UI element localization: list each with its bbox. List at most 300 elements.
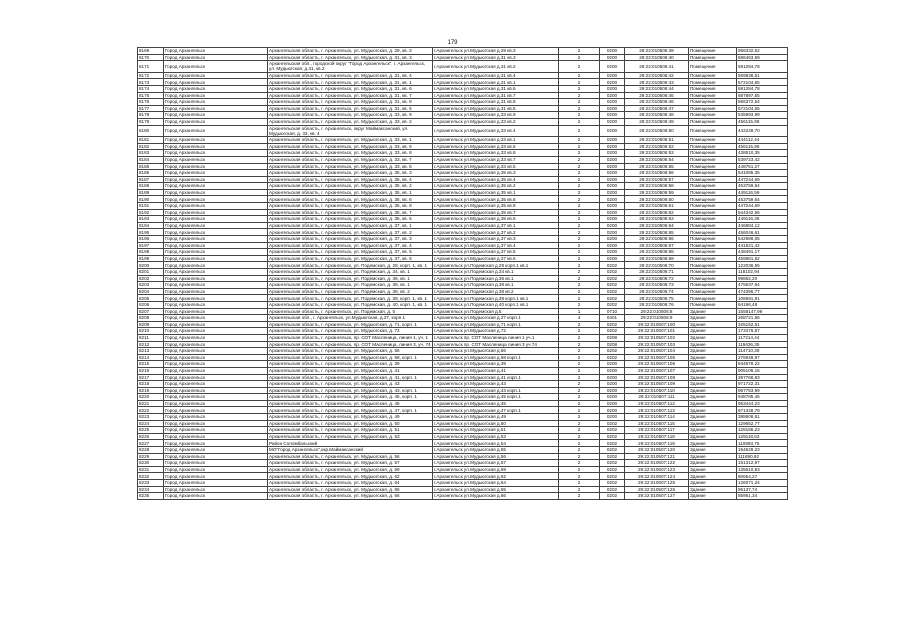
cell-cadastral-number: 29:22:010507:123 xyxy=(625,466,689,473)
table-row xyxy=(138,334,788,341)
cell-code: 0200 xyxy=(600,394,625,401)
cell-cadastral-value: 456115,98 xyxy=(737,118,788,125)
cell-object-type: Помещение xyxy=(689,236,737,243)
cell-short-address: г.Архангельск ул.Мудьюгская д.47 корп.1 xyxy=(433,407,559,414)
cell-row-number: 8222 xyxy=(138,407,164,414)
cell-municipality: Город Архангельск xyxy=(164,209,268,216)
cell-cadastral-value: 173476,57 xyxy=(737,328,788,335)
cell-cadastral-number: 29:22:010507:125 xyxy=(625,480,689,487)
cell-group: 2 xyxy=(559,381,600,388)
table-row xyxy=(138,269,788,276)
cell-municipality: Город Архангельск xyxy=(164,374,268,381)
cell-row-number: 8203 xyxy=(138,282,164,289)
cell-group: 2 xyxy=(559,269,600,276)
cell-cadastral-number: 29:22:010506:43 xyxy=(625,79,689,86)
cell-cadastral-value: 85961,34 xyxy=(737,493,788,500)
cell-code: 0202 xyxy=(600,348,625,355)
cell-cadastral-number: 29:22:010506:60 xyxy=(625,196,689,203)
table-row xyxy=(138,341,788,348)
cell-group: 2 xyxy=(559,48,600,55)
cell-row-number: 8227 xyxy=(138,440,164,447)
cell-municipality: Город Архангельск xyxy=(164,48,268,55)
cell-cadastral-number: 29:22:010507:105 xyxy=(625,354,689,361)
cell-cadastral-number: 29:22:010507:114 xyxy=(625,414,689,421)
cell-municipality: Город Архангельск xyxy=(164,334,268,341)
cell-cadastral-value: 129652,77 xyxy=(737,420,788,427)
cell-short-address: г.Архангельск ул.Мудьюгская д.37 кв.4 xyxy=(433,242,559,249)
cell-municipality: Город Архангельск xyxy=(164,486,268,493)
cell-row-number: 8171 xyxy=(138,61,164,73)
cell-short-address: г.Архангельск ул.Мудьюгская д.35 кв.4 xyxy=(433,176,559,183)
cell-row-number: 8204 xyxy=(138,288,164,295)
cell-object-type: Помещение xyxy=(689,99,737,106)
cell-object-type: Помещение xyxy=(689,269,737,276)
cell-short-address: г.Архангельск пр. СОТ Масленица линия 1 уч.1 xyxy=(433,334,559,341)
cell-municipality: Город Архангельск xyxy=(164,269,268,276)
cell-cadastral-value: 438510,35 xyxy=(737,150,788,157)
cell-municipality: Город Архангельск xyxy=(164,196,268,203)
table-row xyxy=(138,99,788,106)
cell-municipality: Город Архангельск xyxy=(164,288,268,295)
cell-cadastral-number: 29:22:010506:52 xyxy=(625,143,689,150)
cell-short-address: г.Архангельск ул.Мудьюгская д.50 xyxy=(433,420,559,427)
cell-short-address: г.Архангельск ул.Мудьюгская д.33 кв.9 xyxy=(433,112,559,119)
cell-cadastral-number: 29:22:010506:8 xyxy=(625,308,689,315)
table-row xyxy=(138,222,788,229)
cell-cadastral-number: 29:22:010506:55 xyxy=(625,163,689,170)
cell-code: 0200 xyxy=(600,176,625,183)
cell-group: 2 xyxy=(559,209,600,216)
cell-address: Архангельская область, г. Архангельск, ул. Подемская, д. 36, кв. 1 xyxy=(268,275,433,282)
cell-address: Архангельская область, г. Архангельск, ул. Мудьюгская, д. 33, кв. 8 xyxy=(268,150,433,157)
cell-row-number: 8210 xyxy=(138,328,164,335)
cell-object-type: Помещение xyxy=(689,301,737,308)
cell-cadastral-value: 442249,70 xyxy=(737,125,788,137)
cell-cadastral-value: 449116,59 xyxy=(737,189,788,196)
cell-object-type: Помещение xyxy=(689,125,737,137)
cell-group: 2 xyxy=(559,301,600,308)
cell-cadastral-number: 29:22:010506:48 xyxy=(625,112,689,119)
table-row xyxy=(138,176,788,183)
table-row xyxy=(138,196,788,203)
cell-cadastral-number: 29:22:010507:112 xyxy=(625,400,689,407)
cell-short-address: г.Архангельск ул.Мудьюгская д.49 xyxy=(433,414,559,421)
cell-code: 0200 xyxy=(600,156,625,163)
cell-row-number: 8219 xyxy=(138,387,164,394)
cell-object-type: Здание xyxy=(689,466,737,473)
cell-code: 0202 xyxy=(600,288,625,295)
cell-cadastral-value: 96137,74 xyxy=(737,486,788,493)
cell-cadastral-number: 29:22:010507:101 xyxy=(625,328,689,335)
cell-code: 0200 xyxy=(600,407,625,414)
cell-group: 2 xyxy=(559,361,600,368)
cell-code: 0200 xyxy=(600,183,625,190)
cell-object-type: Помещение xyxy=(689,216,737,223)
table-row xyxy=(138,163,788,170)
cell-short-address: г.Архангельск ул.Мудьюгская д.33 кв.5 xyxy=(433,163,559,170)
cell-row-number: 8228 xyxy=(138,447,164,454)
cell-cadastral-number: 29:22:010507:117 xyxy=(625,427,689,434)
cell-cadastral-number: 29:22:010507:126 xyxy=(625,486,689,493)
cell-code: 0401 xyxy=(600,315,625,322)
cell-group: 2 xyxy=(559,156,600,163)
cell-address: Архангельская область, г. Архангельск, ул. Мудьюгская, д. 33, кв. 9 xyxy=(268,112,433,119)
cell-row-number: 8215 xyxy=(138,361,164,368)
table-row xyxy=(138,61,788,73)
cell-object-type: Помещение xyxy=(689,79,737,86)
cell-municipality: Город Архангельск xyxy=(164,189,268,196)
cell-cadastral-value: 151312,97 xyxy=(737,460,788,467)
cell-address: Архангельская область, г. Архангельск, ул. Мудьюгская, д. 33, кв. 7 xyxy=(268,156,433,163)
table-row xyxy=(138,473,788,480)
cell-municipality: Город Архангельск xyxy=(164,72,268,79)
cell-object-type: Здание xyxy=(689,334,737,341)
cell-address: Архангельская область, г. Архангельск, ул. Мудьюгская, д. 56 xyxy=(268,453,433,460)
cell-cadastral-value: 456115,98 xyxy=(737,143,788,150)
table-row xyxy=(138,420,788,427)
cell-cadastral-number: 29:22:010507:106 xyxy=(625,361,689,368)
cell-group: 2 xyxy=(559,125,600,137)
cell-row-number: 8172 xyxy=(138,72,164,79)
cell-short-address: г.Архангельск ул.Мудьюгская д.43 xyxy=(433,381,559,388)
cell-object-type: Здание xyxy=(689,447,737,454)
cell-object-type: Помещение xyxy=(689,275,737,282)
cell-municipality: Город Архангельск xyxy=(164,163,268,170)
cell-row-number: 8174 xyxy=(138,85,164,92)
cell-group: 4 xyxy=(559,315,600,322)
cell-group: 2 xyxy=(559,143,600,150)
cell-municipality: Город Архангельск xyxy=(164,381,268,388)
cell-short-address: г.Архангельск ул.Мудьюгская д.31 кв.2 xyxy=(433,61,559,73)
cell-cadastral-value: 446884,12 xyxy=(737,222,788,229)
cell-short-address: г.Архангельск ул.Мудьюгская д.72 xyxy=(433,328,559,335)
table-row xyxy=(138,112,788,119)
cell-municipality: Город Архангельск xyxy=(164,480,268,487)
cell-short-address: г.Архангельск ул.Мудьюгская д.35 кв.3 xyxy=(433,170,559,177)
cell-code: 0200 xyxy=(600,112,625,119)
cell-cadastral-value: 80654,27 xyxy=(737,473,788,480)
cell-group: 2 xyxy=(559,453,600,460)
cell-address: Архангельская область, г. Архангельск, ул. Мудьюгская, д. 45 xyxy=(268,400,433,407)
cell-row-number: 8221 xyxy=(138,400,164,407)
cell-cadastral-number: 29:22:010506:69 xyxy=(625,255,689,262)
cell-cadastral-number: 29:22:010506:9 xyxy=(625,315,689,322)
cell-row-number: 8198 xyxy=(138,249,164,256)
cell-cadastral-number: 29:22:010507:122 xyxy=(625,460,689,467)
cell-cadastral-value: 447244,69 xyxy=(737,176,788,183)
cell-short-address: г.Архангельск ул.Подемская д.40 корп.1 кв.1 xyxy=(433,301,559,308)
cell-row-number: 8194 xyxy=(138,222,164,229)
cell-row-number: 8178 xyxy=(138,112,164,119)
cell-object-type: Здание xyxy=(689,374,737,381)
cell-code: 0208 xyxy=(600,341,625,348)
cell-code: 0200 xyxy=(600,367,625,374)
cell-address: Район Соломбальский xyxy=(268,440,433,447)
cell-code: 0200 xyxy=(600,72,625,79)
cell-cadastral-number: 29:22:010506:57 xyxy=(625,176,689,183)
table-row xyxy=(138,156,788,163)
cell-group: 2 xyxy=(559,170,600,177)
cell-cadastral-number: 29:22:010506:66 xyxy=(625,236,689,243)
cell-cadastral-number: 29:22:010507:108 xyxy=(625,374,689,381)
cell-address: Архангельская область, г. Архангельск, ул. Мудьюгская, д. 31, кв. 1 xyxy=(268,79,433,86)
cell-municipality: Город Архангельск xyxy=(164,137,268,144)
cell-short-address: г.Архангельск ул.Мудьюгская д.35 кв.8 xyxy=(433,203,559,210)
cell-address: Архангельская область, г. Архангельск, ул. Мудьюгская, д. 31, кв. 3 xyxy=(268,54,433,61)
cell-code: 0200 xyxy=(600,387,625,394)
table-row xyxy=(138,48,788,55)
cell-cadastral-value: 967753,99 xyxy=(737,387,788,394)
cell-cadastral-value: 948785,45 xyxy=(737,394,788,401)
table-row xyxy=(138,137,788,144)
cell-object-type: Здание xyxy=(689,367,737,374)
cell-cadastral-value: 542986,05 xyxy=(737,236,788,243)
cell-row-number: 8232 xyxy=(138,473,164,480)
cell-group: 2 xyxy=(559,262,600,269)
cell-row-number: 8217 xyxy=(138,374,164,381)
cell-cadastral-number: 29:22:010506:67 xyxy=(625,242,689,249)
cell-municipality: Город Архангельск xyxy=(164,295,268,302)
cell-cadastral-number: 29:22:010507:121 xyxy=(625,453,689,460)
cell-row-number: 8190 xyxy=(138,196,164,203)
cell-cadastral-value: 110893,75 xyxy=(737,440,788,447)
cell-object-type: Помещение xyxy=(689,170,737,177)
cell-cadastral-value: 276949,97 xyxy=(737,354,788,361)
cell-object-type: Здание xyxy=(689,315,737,322)
cell-address: Архангельская область, г. Архангельск, ул. Мудьюгская, д. 37, кв. 2 xyxy=(268,229,433,236)
cell-object-type: Помещение xyxy=(689,203,737,210)
cell-address: Архангельская область, г. Архангельск, ул. Мудьюгская, д. 35, кв. 6 xyxy=(268,196,433,203)
cell-object-type: Здание xyxy=(689,348,737,355)
cell-cadastral-value: 572104,55 xyxy=(737,105,788,112)
cell-code: 0200 xyxy=(600,400,625,407)
cell-object-type: Помещение xyxy=(689,72,737,79)
cell-object-type: Помещение xyxy=(689,143,737,150)
cell-address: Архангельская область, г. Архангельск, ул. Мудьюгская, д. 47, корп. 1 xyxy=(268,407,433,414)
cell-short-address: г.Архангельск ул.Мудьюгская д.51 xyxy=(433,427,559,434)
cell-address: Архангельская область, г. Архангельск, ул. Мудьюгская, д. 72 xyxy=(268,328,433,335)
cell-group: 2 xyxy=(559,433,600,440)
cell-group: 2 xyxy=(559,203,600,210)
cell-cadastral-number: 29:22:010506:42 xyxy=(625,72,689,79)
cell-code: 0200 xyxy=(600,361,625,368)
cell-municipality: Город Архангельск xyxy=(164,420,268,427)
table-row xyxy=(138,394,788,401)
cell-row-number: 8195 xyxy=(138,229,164,236)
cell-row-number: 8212 xyxy=(138,341,164,348)
cell-row-number: 8224 xyxy=(138,420,164,427)
cell-municipality: Город Архангельск xyxy=(164,92,268,99)
cell-cadastral-value: 953444,23 xyxy=(737,400,788,407)
cell-short-address: г.Архангельск ул.Мудьюгская д.65 xyxy=(433,486,559,493)
cell-row-number: 8186 xyxy=(138,170,164,177)
cell-code: 0200 xyxy=(600,48,625,55)
cell-group: 2 xyxy=(559,447,600,454)
cell-group: 2 xyxy=(559,79,600,86)
cell-object-type: Помещение xyxy=(689,112,737,119)
cell-code: 0200 xyxy=(600,196,625,203)
table-row xyxy=(138,54,788,61)
cell-code: 0202 xyxy=(600,473,625,480)
cell-group: 2 xyxy=(559,282,600,289)
table-row xyxy=(138,354,788,361)
cell-code: 0202 xyxy=(600,282,625,289)
cell-short-address: г.Архангельск ул.Мудьюгская д.71 корп.1 xyxy=(433,321,559,328)
cell-row-number: 8205 xyxy=(138,295,164,302)
cell-cadastral-value: 944678,22 xyxy=(737,361,788,368)
cell-code: 0200 xyxy=(600,163,625,170)
table-row xyxy=(138,288,788,295)
cell-cadastral-value: 905106,15 xyxy=(737,367,788,374)
cell-object-type: Здание xyxy=(689,453,737,460)
cell-row-number: 8225 xyxy=(138,427,164,434)
table-row xyxy=(138,480,788,487)
cell-row-number: 8176 xyxy=(138,99,164,106)
cell-municipality: Город Архангельск xyxy=(164,341,268,348)
cell-address: Архангельская область, г. Архангельск, ул. Мудьюгская, д. 39 xyxy=(268,361,433,368)
cell-object-type: Здание xyxy=(689,321,737,328)
cell-code: 0202 xyxy=(600,420,625,427)
cell-code: 0200 xyxy=(600,85,625,92)
cell-group: 2 xyxy=(559,473,600,480)
cell-row-number: 8200 xyxy=(138,262,164,269)
table-row xyxy=(138,460,788,467)
cell-cadastral-number: 29:22:010507:118 xyxy=(625,433,689,440)
cell-cadastral-number: 29:22:010506:76 xyxy=(625,301,689,308)
cell-cadastral-number: 29:22:010507:102 xyxy=(625,334,689,341)
cell-code: 0202 xyxy=(600,427,625,434)
cell-group: 2 xyxy=(559,480,600,487)
cell-cadastral-number: 29:22:010506:65 xyxy=(625,229,689,236)
cell-group: 2 xyxy=(559,222,600,229)
cadastral-table-sheet xyxy=(137,47,787,500)
cell-object-type: Помещение xyxy=(689,288,737,295)
cell-address: Архангельская область, г. Архангельск, ул. Мудьюгская, д. 45, корп. 1 xyxy=(268,394,433,401)
table-row xyxy=(138,242,788,249)
cell-row-number: 8220 xyxy=(138,394,164,401)
cell-cadastral-value: 1558147,96 xyxy=(737,308,788,315)
cell-row-number: 8191 xyxy=(138,203,164,210)
cell-object-type: Здание xyxy=(689,420,737,427)
cell-cadastral-value: 449116,35 xyxy=(737,216,788,223)
cell-address: Архангельская область, г. Архангельск, ул. Мудьюгская, д. 53 xyxy=(268,433,433,440)
cell-address: Архангельская область, г. Архангельск, ул. Мудьюгская, д. 37, кв. 3 xyxy=(268,236,433,243)
cell-cadastral-value: 114710,39 xyxy=(737,348,788,355)
cell-cadastral-number: 29:22:010506:40 xyxy=(625,54,689,61)
cell-address: Архангельская область, г. Архангельск, ул. Мудьюгская, д. 58, корп. 1 xyxy=(268,354,433,361)
cell-cadastral-value: 475637,64 xyxy=(737,282,788,289)
cell-code: 0200 xyxy=(600,54,625,61)
cell-cadastral-value: 453759,64 xyxy=(737,196,788,203)
table-row xyxy=(138,321,788,328)
table-row xyxy=(138,361,788,368)
cell-municipality: Город Архангельск xyxy=(164,367,268,374)
cell-short-address: г.Архангельск ул.Мудьюгская д.31 кв.7 xyxy=(433,92,559,99)
cell-municipality: Город Архангельск xyxy=(164,242,268,249)
cell-address: Архангельская область, г. Архангельск, ул. Мудьюгская, д. 31, кв. 6 xyxy=(268,85,433,92)
cell-group: 2 xyxy=(559,460,600,467)
cell-group: 2 xyxy=(559,328,600,335)
cell-address: Архангельская область, г. Архангельск, ул. Мудьюгская, д. 43, корп. 1 xyxy=(268,387,433,394)
cell-group: 2 xyxy=(559,216,600,223)
table-row xyxy=(138,348,788,355)
cell-code: 0200 xyxy=(600,137,625,144)
cell-cadastral-value: 453759,64 xyxy=(737,183,788,190)
cell-group: 2 xyxy=(559,466,600,473)
cell-cadastral-value: 535993,99 xyxy=(737,112,788,119)
cell-cadastral-number: 29:22:010507:109 xyxy=(625,381,689,388)
table-row xyxy=(138,367,788,374)
cell-object-type: Помещение xyxy=(689,48,737,55)
cell-cadastral-value: 397768,83 xyxy=(737,374,788,381)
cell-address: Архангельская область, г. Архангельск, ул. Мудьюгская, д. 49 xyxy=(268,414,433,421)
table-row xyxy=(138,143,788,150)
cell-object-type: Помещение xyxy=(689,54,737,61)
table-row xyxy=(138,183,788,190)
cell-code: 0200 xyxy=(600,99,625,106)
cell-municipality: Город Архангельск xyxy=(164,176,268,183)
cell-row-number: 8208 xyxy=(138,315,164,322)
cell-municipality: Город Архангельск xyxy=(164,361,268,368)
cell-municipality: Город Архангельск xyxy=(164,118,268,125)
cell-object-type: Помещение xyxy=(689,262,737,269)
table-row xyxy=(138,407,788,414)
cell-object-type: Здание xyxy=(689,473,737,480)
cell-cadastral-value: 687897,55 xyxy=(737,92,788,99)
cell-object-type: Помещение xyxy=(689,295,737,302)
cell-code: 0200 xyxy=(600,414,625,421)
cell-object-type: Здание xyxy=(689,354,737,361)
cell-row-number: 8193 xyxy=(138,216,164,223)
cell-municipality: Город Архангельск xyxy=(164,229,268,236)
table-row xyxy=(138,92,788,99)
cell-code: 0202 xyxy=(600,295,625,302)
cell-object-type: Помещение xyxy=(689,92,737,99)
cell-short-address: г.Архангельск ул.Подемская д.38 корп.1 кв.1 xyxy=(433,295,559,302)
cell-address: Архангельская область, г. Архангельск, ул. Мудьюгская, д. 62 xyxy=(268,473,433,480)
cell-short-address: г.Архангельск ул.Мудьюгская д.31 кв.8 xyxy=(433,99,559,106)
cell-short-address: г.Архангельск ул.Мудьюгская д.41 xyxy=(433,367,559,374)
cell-address: Архангельская область, г. Архангельск, ул. Мудьюгская, д. 59 xyxy=(268,466,433,473)
cell-group: 2 xyxy=(559,137,600,144)
cell-municipality: Город Архангельск xyxy=(164,427,268,434)
cell-row-number: 8233 xyxy=(138,480,164,487)
cell-municipality: Город Архангельск xyxy=(164,105,268,112)
cell-municipality: Город Архангельск xyxy=(164,354,268,361)
cell-group: 2 xyxy=(559,229,600,236)
cell-municipality: Город Архангельск xyxy=(164,156,268,163)
cell-address: Архангельская область, г. Архангельск, ул. Мудьюгская, д. 50 xyxy=(268,420,433,427)
cell-short-address: г.Архангельск ул.Подемская д.38 кв.2 xyxy=(433,288,559,295)
cell-address: Архангельская область, г. Архангельск, ул. Подемская, д. 38, корп. 1, кв. 1 xyxy=(268,295,433,302)
cell-object-type: Помещение xyxy=(689,249,737,256)
cell-cadastral-value: 971348,79 xyxy=(737,407,788,414)
cell-address: МО"Город Архангельск",окр.Маймаксанский xyxy=(268,447,433,454)
table-row xyxy=(138,150,788,157)
cell-address: Архангельская область, г. Архангельск, ул. Мудьюгская, д. 37, кв. 1 xyxy=(268,222,433,229)
cell-row-number: 8202 xyxy=(138,275,164,282)
cell-code: 0200 xyxy=(600,105,625,112)
cell-group: 2 xyxy=(559,61,600,73)
table-row xyxy=(138,275,788,282)
cell-object-type: Здание xyxy=(689,361,737,368)
cell-object-type: Помещение xyxy=(689,189,737,196)
cell-municipality: Город Архангельск xyxy=(164,216,268,223)
cell-object-type: Помещение xyxy=(689,137,737,144)
cell-municipality: Город Архангельск xyxy=(164,466,268,473)
cell-group: 2 xyxy=(559,407,600,414)
cell-group: 2 xyxy=(559,334,600,341)
